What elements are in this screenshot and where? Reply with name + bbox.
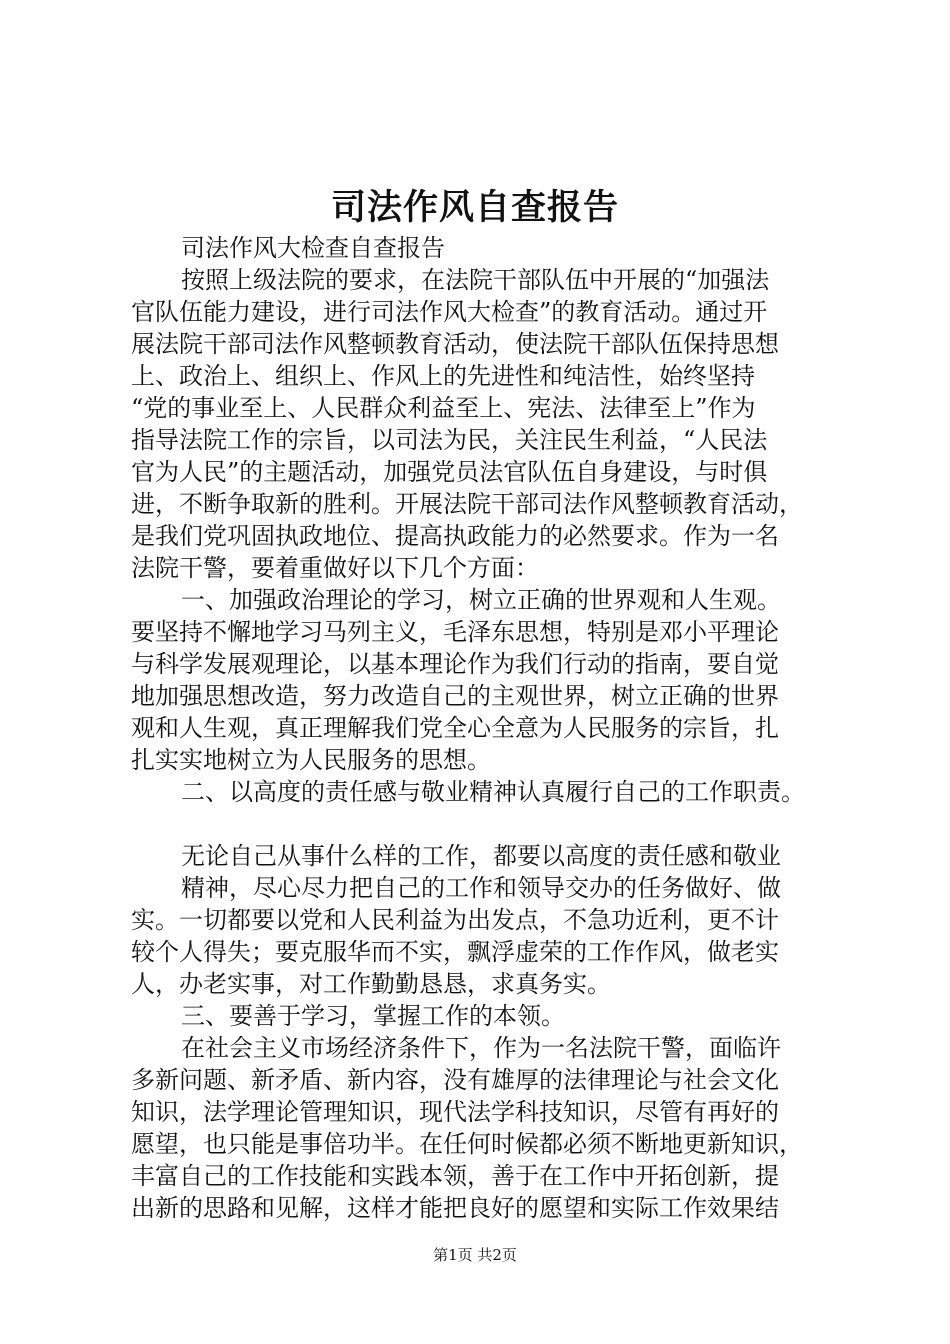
text-line: 与科学发展观理论，以基本理论作为我们行动的指南，要自觉 (131, 650, 779, 678)
text-line: 要坚持不懈地学习马列主义，毛泽东思想，特别是邓小平理论 (131, 618, 779, 646)
text-line: 二、以高度的责任感与敬业精神认真履行自己的工作职责。 (181, 778, 805, 806)
text-line: 指导法院工作的宗旨，以司法为民，关注民生利益，“人民法 (131, 426, 768, 454)
text-line: 出新的思路和见解，这样才能把良好的愿望和实际工作效果结 (131, 1194, 779, 1222)
document-body (131, 232, 843, 1224)
text-line: 官队伍能力建设，进行司法作风大检查”的教育活动。通过开 (131, 298, 768, 326)
text-line: 较个人得失；要克服华而不实，飘浮虚荣的工作作风，做老实 (131, 938, 779, 966)
text-line: 展法院干部司法作风整顿教育活动，使法院干部队伍保持思想 (131, 330, 779, 358)
text-line: 司法作风大检查自查报告 (181, 234, 445, 262)
text-line: 地加强思想改造，努力改造自己的主观世界，树立正确的世界 (131, 682, 779, 710)
text-line: 在社会主义市场经济条件下，作为一名法院干警，面临许 (181, 1034, 781, 1062)
text-line: 按照上级法院的要求，在法院干部队伍中开展的“加强法 (181, 266, 770, 294)
text-line: 一、加强政治理论的学习，树立正确的世界观和人生观。 (181, 586, 781, 614)
text-line: 多新问题、新矛盾、新内容，没有雄厚的法律理论与社会文化 (131, 1066, 779, 1094)
text-line: “党的事业至上、人民群众利益至上、宪法、法律至上”作为 (131, 394, 756, 422)
blank-line (131, 808, 843, 840)
text-line: 三、要善于学习，掌握工作的本领。 (181, 1002, 565, 1030)
text-line: 无论自己从事什么样的工作，都要以高度的责任感和敬业 (181, 842, 781, 870)
text-line: 扎实实地树立为人民服务的思想。 (131, 746, 491, 774)
document-title: 司法作风自查报告 (330, 188, 619, 228)
text-line: 上、政治上、组织上、作风上的先进性和纯洁性，始终坚持 (131, 362, 755, 390)
text-line: 丰富自己的工作技能和实践本领，善于在工作中开拓创新，提 (131, 1162, 779, 1190)
text-line: 官为人民”的主题活动，加强党员法官队伍自身建设，与时俱 (131, 458, 768, 486)
text-line: 精神，尽心尽力把自己的工作和领导交办的任务做好、做 (181, 874, 781, 902)
text-line: 实。一切都要以党和人民利益为出发点，不急功近利，更不计 (131, 906, 779, 934)
text-line: 进，不断争取新的胜利。开展法院干部司法作风整顿教育活动， (131, 490, 803, 518)
text-line: 知识，法学理论管理知识，现代法学科技知识，尽管有再好的 (131, 1098, 779, 1126)
text-line: 是我们党巩固执政地位、提高执政能力的必然要求。作为一名 (131, 522, 779, 550)
page-number-footer: 第1页 共2页 (433, 1246, 517, 1264)
text-line: 观和人生观，真正理解我们党全心全意为人民服务的宗旨，扎 (131, 714, 779, 742)
text-line: 愿望，也只能是事倍功半。在任何时候都必须不断地更新知识， (131, 1130, 803, 1158)
text-line: 法院干警，要着重做好以下几个方面： (131, 554, 539, 582)
text-line: 人，办老实事，对工作勤勤恳恳，求真务实。 (131, 970, 611, 998)
